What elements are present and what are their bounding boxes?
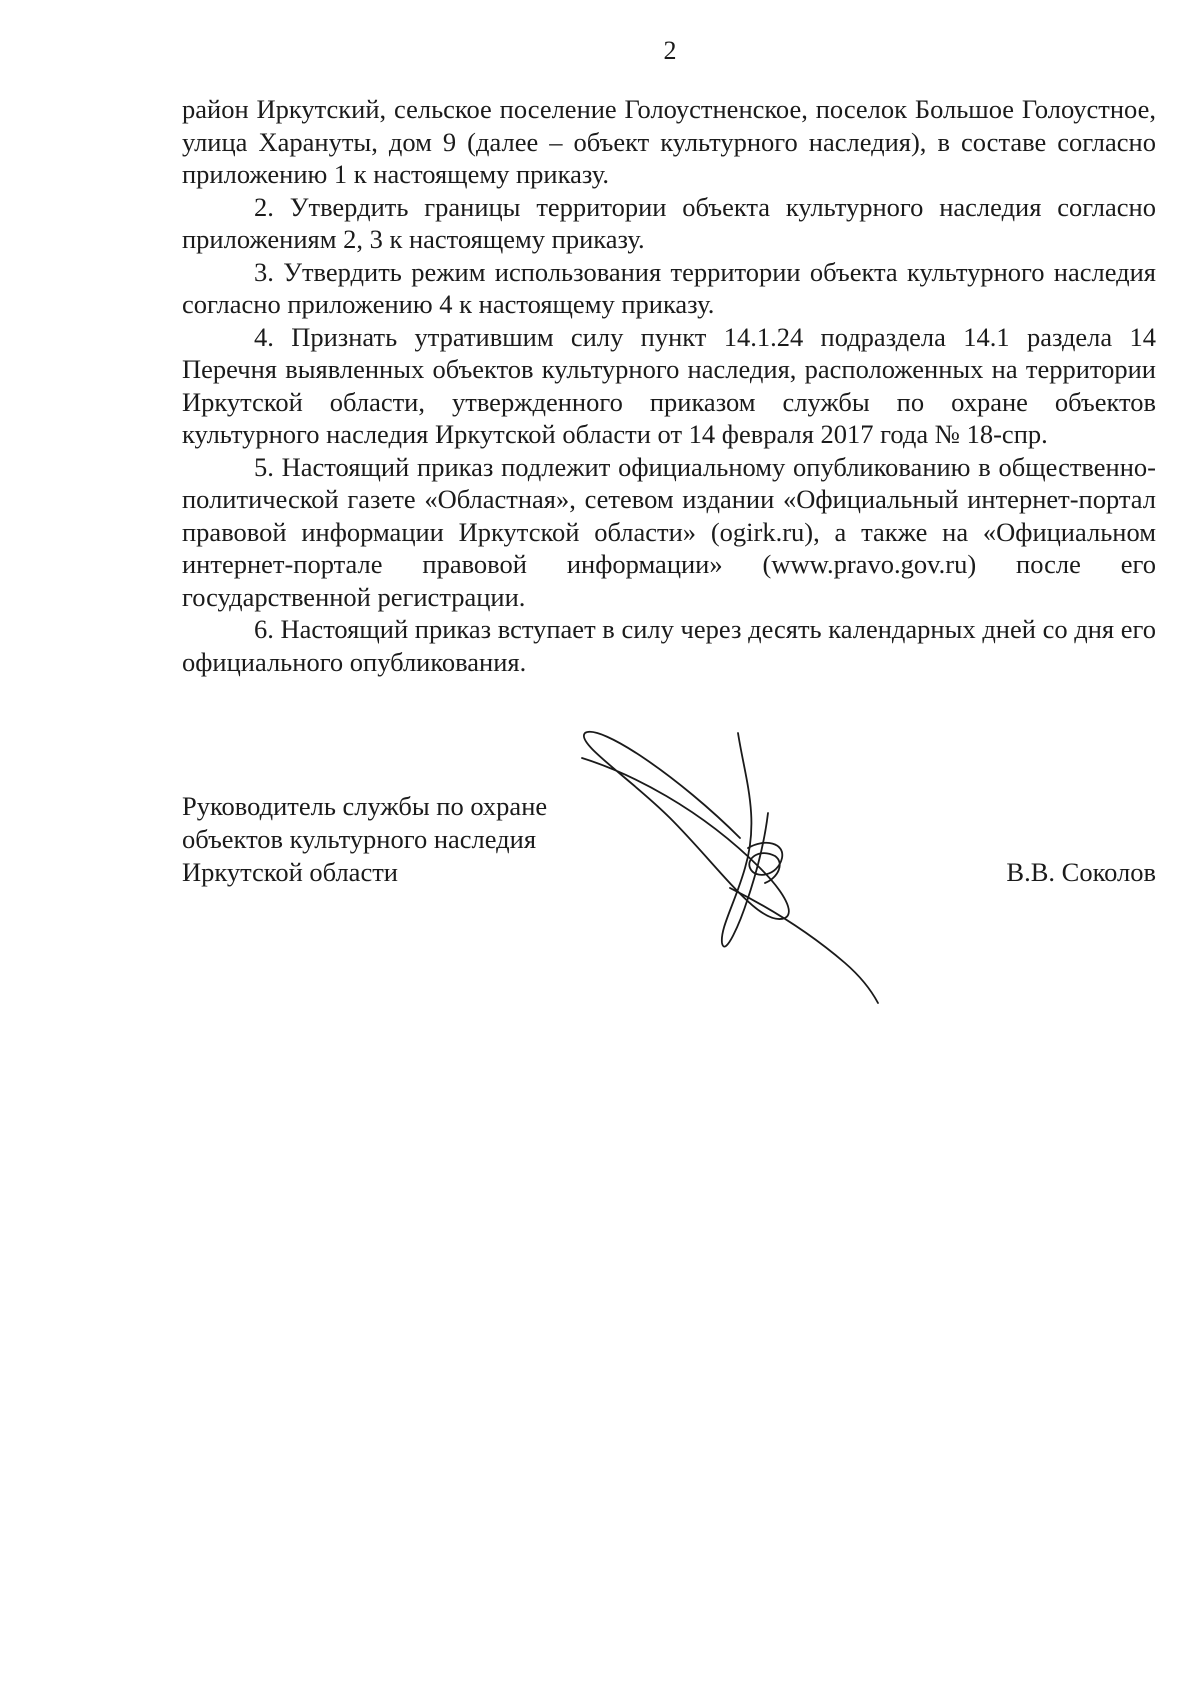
signatory-name: В.В. Соколов	[1006, 857, 1156, 887]
paragraph-item-4: 4. Признать утратившим силу пункт 14.1.24 подраздела 14.1 раздела 14 Перечня выявленных объектов культурного наследия, расположенных на территории Иркутской области, утвержденного приказом службы по охране объектов культурного наследия Иркутской области от 14 февраля 2017 года № 18-спр.	[182, 321, 1156, 449]
signatory-position-line: Иркутской области	[182, 857, 398, 887]
signatory-position-line: объектов культурного наследия	[182, 824, 537, 854]
paragraph-item-6: 6. Настоящий приказ вступает в силу через десять календарных дней со дня его официального опубликования.	[182, 614, 1156, 677]
paragraph-continuation: район Иркутский, сельское поселение Голоустненское, поселок Большое Голоустное, улица Харануты, дом 9 (далее – объект культурного наследия), в составе согласно приложению 1 к настоящему приказу.	[182, 94, 1156, 189]
page-number: 2	[663, 36, 677, 65]
signatory-position-line: Руководитель службы по охране	[182, 791, 548, 821]
paragraph-item-2: 2. Утвердить границы территории объекта культурного наследия согласно приложениям 2, 3 к настоящему приказу.	[182, 191, 1156, 254]
paragraph-item-5: 5. Настоящий приказ подлежит официальному опубликованию в общественно-политической газете «Областная», сетевом издании «Официальный интернет-портал правовой информации Иркутской области» (ogirk.ru), а также на «Официальном интернет-портале правовой информации» (www.pravo.gov.ru) после его государственной регистрации.	[182, 451, 1156, 612]
document-body	[182, 93, 1156, 678]
handwritten-signature	[570, 718, 930, 1018]
paragraph-item-3: 3. Утвердить режим использования территории объекта культурного наследия согласно приложению 4 к настоящему приказу.	[182, 256, 1156, 319]
